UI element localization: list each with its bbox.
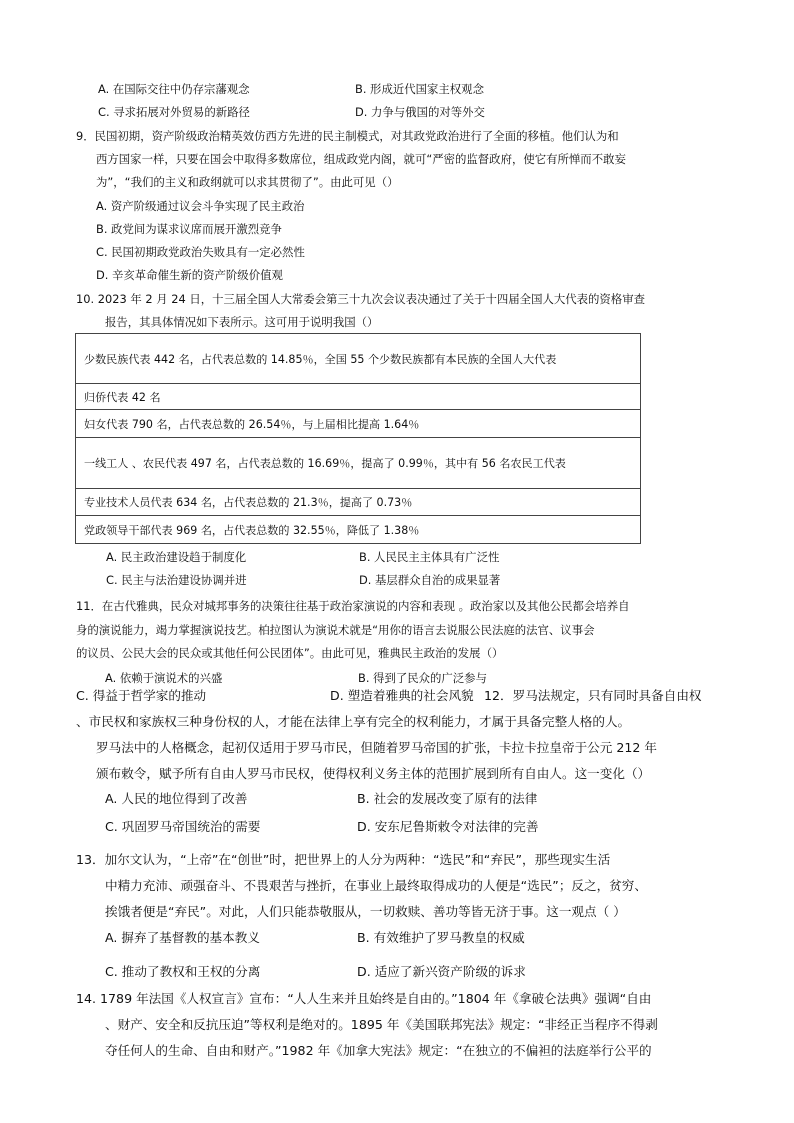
q13-stem-line2: 中精力充沛、顽强奋斗、不畏艰苦与挫折，在事业上最终取得成功的人便是“选民”；反之，贫穷、 <box>105 878 647 893</box>
q10-stem-line2: 报告，其具体情况如下表所示。这可用于说明我国（） <box>105 315 379 329</box>
q10-option-d: D. 基层群众自治的成果显著 <box>359 573 501 587</box>
q9-option-b: B. 政党间为谋求议席而展开激烈竞争 <box>96 222 282 236</box>
table-row: 归侨代表 42 名 <box>76 384 641 410</box>
q11-stem-line1: 11．在古代雅典，民众对城邦事务的决策往往基于政治家演说的内容和表现 。政治家以及其他公民都会培养自 <box>76 599 630 613</box>
q13-option-a: A. 摒弃了基督教的基本教义 <box>105 930 260 945</box>
delegate-table <box>75 333 641 544</box>
table-row: 少数民族代表 442 名，占代表总数的 14.85％，全国 55 个少数民族都有本民族的全国人大代表 <box>76 334 641 384</box>
q9-stem-line3: 为”，“我们的主义和政纲就可以求其贯彻了”。由此可见（） <box>96 175 399 189</box>
q12-stem-line2: 、市民权和家族权三种身份权的人，才能在法律上享有完全的权利能力，才属于具备完整人格的人。 <box>76 714 631 729</box>
q11-stem-line3: 的议员、公民大会的民众或其他任何公民团体”。由此可见，雅典民主政治的发展（） <box>76 646 504 660</box>
q10-option-a: A. 民主政治建设趋于制度化 <box>106 550 247 564</box>
table-row: 一线工人 、农民代表 497 名，占代表总数的 16.69％，提高了 0.99％，其中有 56 名农民工代表 <box>76 438 641 489</box>
q9-option-a: A. 资产阶级通过议会斗争实现了民主政治 <box>96 199 305 213</box>
q10-option-b: B. 人民民主主体具有广泛性 <box>359 550 500 564</box>
q9-option-d: D. 辛亥革命催生新的资产阶级价值观 <box>96 268 283 282</box>
q14-stem-line2: 、财产、安全和反抗压迫”等权利是绝对的。1895 年《美国联邦宪法》规定：“非经正当程序不得剥 <box>105 1017 658 1032</box>
q11-stem-line2: 身的演说能力，竭力掌握演说技艺。柏拉图认为演说术就是“用你的语言去说服公民法庭的法官、议事会 <box>76 623 595 637</box>
q11-option-a: A. 依赖于演说术的兴盛 <box>105 671 223 685</box>
q11-option-d: D. 塑造着雅典的社会风貌 <box>330 688 474 703</box>
q12-stem-line1: 12．罗马法规定，只有同时具备自由权 <box>484 688 702 703</box>
q9-stem-line2: 西方国家一样，只要在国会中取得多数席位，组成政党内阁，就可“严密的监督政府，使它有所惮而不敢妄 <box>96 152 626 166</box>
q12-option-b: B. 社会的发展改变了原有的法律 <box>357 791 538 806</box>
q11-option-c: C. 得益于哲学家的推动 <box>76 688 207 703</box>
q13-option-c: C. 推动了教权和王权的分离 <box>105 964 261 979</box>
q13-stem-line1: 13．加尔文认为，“上帝”在“创世”时，把世界上的人分为两种：“选民”和“弃民”，那些现实生活 <box>76 852 611 867</box>
q9-option-c: C. 民国初期政党政治失败具有一定必然性 <box>96 245 305 259</box>
q12-option-d: D. 安东尼鲁斯敕令对法律的完善 <box>357 819 539 834</box>
q9-stem-line1: 9．民国初期，资产阶级政治精英效仿西方先进的民主制模式，对其政党政治进行了全面的移植。他们认为和 <box>76 129 619 143</box>
q14-stem-line1: 14. 1789 年法国《人权宣言》宣布：“人人生来并且始终是自由的。”1804 年《拿破仑法典》强调“自由 <box>76 991 652 1006</box>
q8-option-c: C. 寻求拓展对外贸易的新路径 <box>98 105 250 119</box>
q12-option-a: A. 人民的地位得到了改善 <box>105 791 248 806</box>
q12-option-c: C. 巩固罗马帝国统治的需要 <box>105 819 261 834</box>
q13-option-d: D. 适应了新兴资产阶级的诉求 <box>357 964 526 979</box>
q12-stem-line3: 罗马法中的人格概念，起初仅适用于罗马市民，但随着罗马帝国的扩张，卡拉卡拉皇帝于公元 212 年 <box>96 740 657 755</box>
q13-option-b: B. 有效维护了罗马教皇的权威 <box>357 930 525 945</box>
table-row: 专业技术人员代表 634 名，占代表总数的 21.3％，提高了 0.73％ <box>76 489 641 516</box>
table-row: 妇女代表 790 名，占代表总数的 26.54％，与上届相比提高 1.64％ <box>76 410 641 438</box>
q8-option-a: A. 在国际交往中仍存宗藩观念 <box>98 82 250 96</box>
q10-stem-line1: 10. 2023 年 2 月 24 日，十三届全国人大常委会第三十九次会议表决通过了关于十四届全国人大代表的资格审查 <box>76 292 645 306</box>
q8-option-d: D. 力争与俄国的对等外交 <box>355 105 485 119</box>
q13-stem-line3: 挨饿者便是“弃民”。对此，人们只能恭敬服从，一切救赎、善功等皆无济于事。这一观点（ ） <box>105 904 626 919</box>
q14-stem-line3: 夺任何人的生命、自由和财产。”1982 年《加拿大宪法》规定：“在独立的不偏袒的法庭举行公平的 <box>105 1043 652 1058</box>
q11-option-b: B. 得到了民众的广泛参与 <box>358 671 487 685</box>
table-row: 党政领导干部代表 969 名，占代表总数的 32.55％，降低了 1.38％ <box>76 516 641 544</box>
q12-stem-line4: 颁布敕令，赋予所有自由人罗马市民权，使得权利义务主体的范围扩展到所有自由人。这一变化（） <box>96 766 651 781</box>
q8-option-b: B. 形成近代国家主权观念 <box>355 82 484 96</box>
q10-option-c: C. 民主与法治建设协调并进 <box>106 573 247 587</box>
